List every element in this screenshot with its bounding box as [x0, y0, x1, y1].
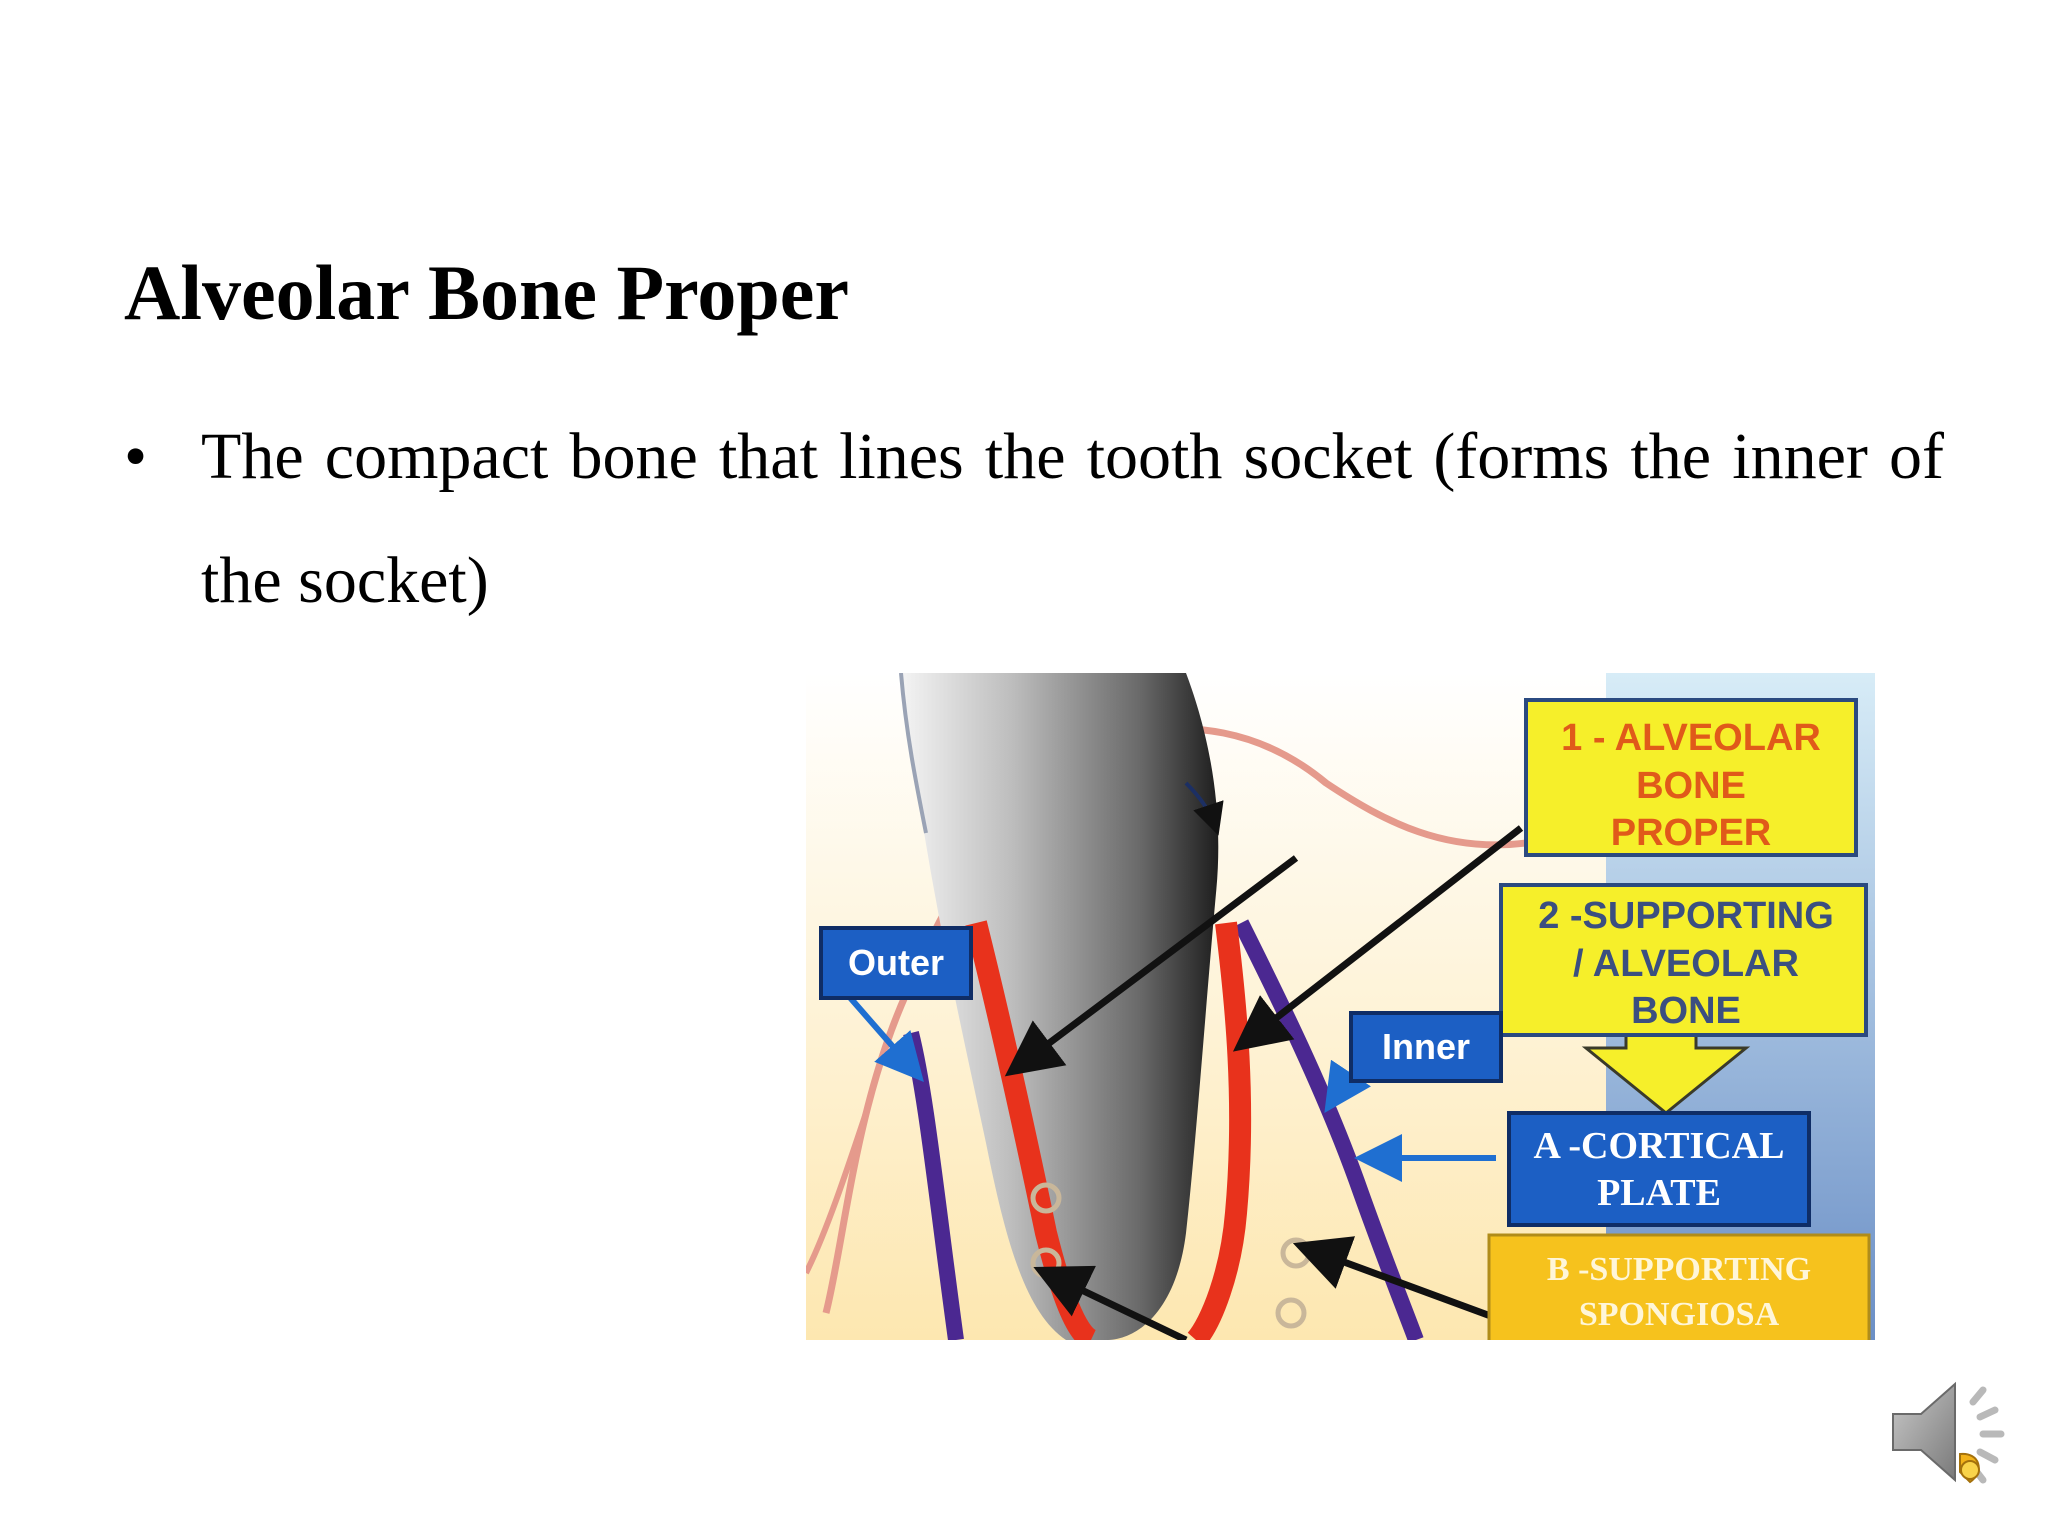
label-b-line1: B -SUPPORTING — [1546, 1251, 1812, 1288]
label-a-line1: A -CORTICAL — [1533, 1125, 1785, 1167]
label-a-line2: PLATE — [1597, 1172, 1721, 1214]
label-1-line3: PROPER — [1610, 812, 1772, 854]
alveolar-bone-diagram — [806, 673, 1875, 1340]
label-b-line2: SPONGIOSA — [1578, 1296, 1780, 1333]
label-inner: Inner — [1381, 1026, 1471, 1067]
label-1-line2: BONE — [1636, 765, 1746, 807]
bullet-item — [124, 395, 1944, 643]
label-2-line1: 2 -SUPPORTING — [1538, 895, 1834, 937]
label-2-line2: / ALVEOLAR — [1573, 943, 1799, 985]
slide-title: Alveolar Bone Proper — [124, 249, 850, 336]
bullet-text: The compact bone that lines the tooth socket (forms the inner of the socket) — [201, 420, 1944, 617]
bullet-marker: • — [124, 420, 148, 493]
speaker-icon[interactable] — [1885, 1372, 2015, 1492]
label-outer: Outer — [847, 942, 945, 983]
label-2-line3: BONE — [1631, 990, 1741, 1032]
label-1-line1: 1 - ALVEOLAR — [1561, 717, 1821, 759]
